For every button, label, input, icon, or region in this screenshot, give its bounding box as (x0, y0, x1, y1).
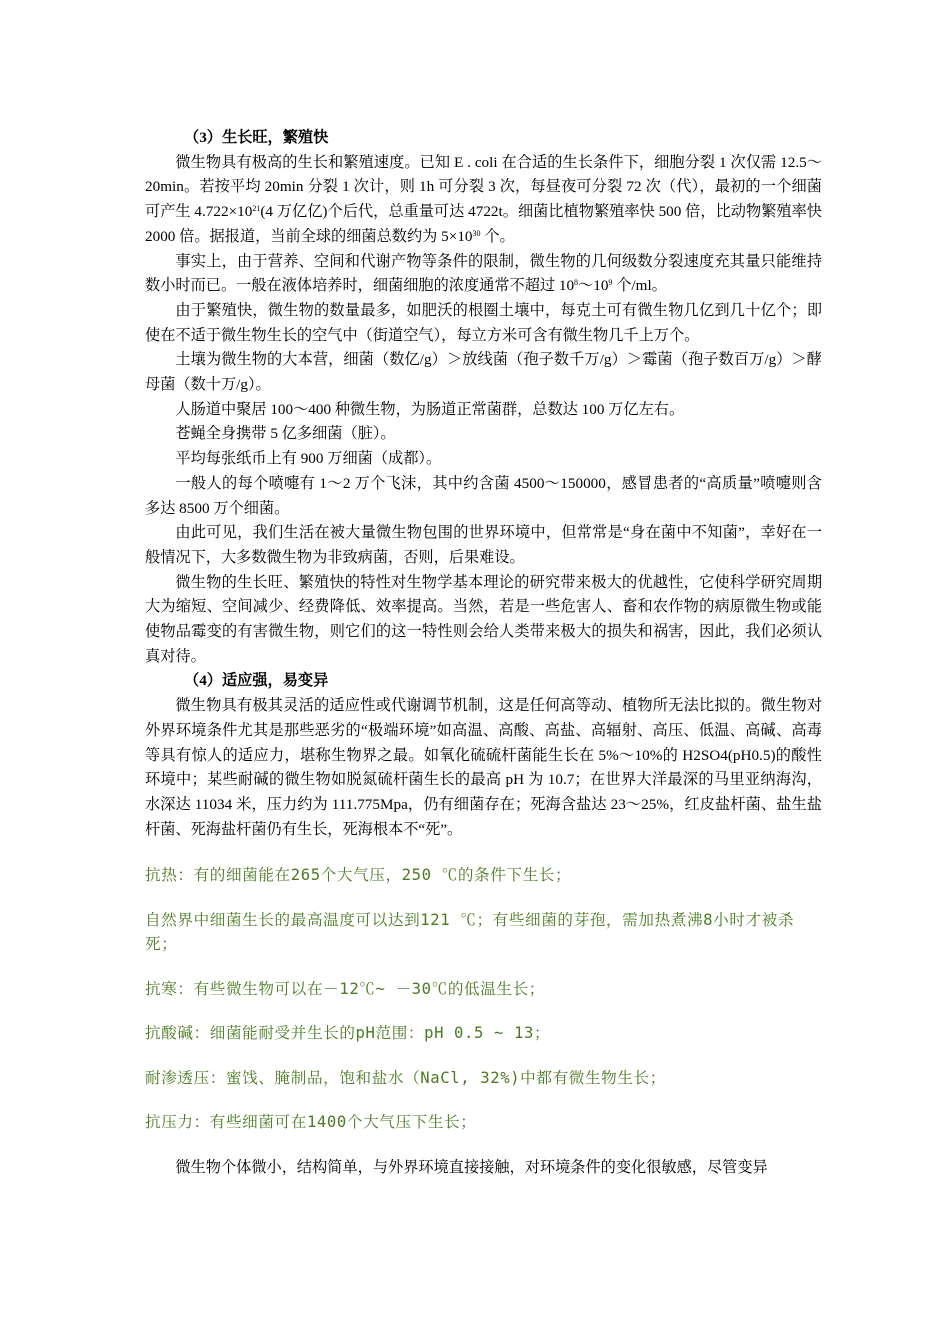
paragraph-advantages: 微生物的生长旺、繁殖快的特性对生物学基本理论的研究带来极大的优越性，它使科学研究周期大为缩短、空间减少、经费降低、效率提高。当然，若是一些危害人、畜和农作物的病原微生物或能使物品霉变的有害微生物，则它们的这一特性则会给人类带来极大的损失和祸害，因此，我们必须认真对待。 (145, 573, 822, 665)
paragraph-growth-limits (145, 250, 822, 299)
text-run: ～10 (578, 277, 609, 295)
superscript: 9 (608, 278, 613, 288)
green-line-heat: 抗热：有的细菌能在265个大气压，250 ℃的条件下生长； (145, 866, 572, 885)
text-run: 微生物具有极高的生长和繁殖速度。已知 E . coli 在合适的生长条件下，细胞分裂 1 次仅需 12.5～20min。若按平均 20min 分裂 1 次计，则 1h 可分裂 3 次，每昼夜可分裂 72 次（代），最初的一个细菌可产生 4.722×10 (145, 153, 822, 221)
paragraph-abundance: 由于繁殖快，微生物的数量最多，如肥沃的根圈土壤中，每克土可有微生物几亿到几十亿个；即使在不适于微生物生长的空气中（街道空气），每立方米可含有微生物几千上万个。 (145, 301, 822, 344)
superscript: 30 (472, 228, 481, 238)
paragraph-soil: 土壤为微生物的大本营，细菌（数亿/g）＞放线菌（孢子数千万/g）＞霉菌（孢子数百万/g）＞酵母菌（数十万/g）。 (145, 351, 822, 394)
paragraph-intestine: 人肠道中聚居 100～400 种微生物，为肠道正常菌群，总数达 100 万亿左右。 (175, 400, 685, 418)
paragraph-banknotes: 平均每张纸币上有 900 万细菌（成都）。 (175, 450, 442, 468)
section-3-heading: （3）生长旺，繁殖快 (184, 129, 329, 146)
section-4-heading: （4）适应强，易变异 (184, 672, 329, 690)
paragraph-conclusion: 由此可见，我们生活在被大量微生物包围的世界环境中，但常常是“身在菌中不知菌”，幸好在一般情况下，大多数微生物为非致病菌，否则，后果难设。 (145, 524, 822, 566)
document-body (145, 126, 822, 1181)
paragraph-flies: 苍蝇全身携带 5 亿多细菌（脏）。 (175, 425, 396, 443)
text-run: 个。 (480, 227, 515, 245)
text-run: 事实上，由于营养、空间和代谢产物等条件的限制，微生物的几何级数分裂速度充其量只能维持数小时而已。一般在液体培养时，细菌细胞的浓度通常不超过 10 (145, 252, 822, 295)
paragraph-sneeze: 一般人的每个喷嚏有 1～2 万个飞沫，其中约含菌 4500～150000，感冒患者的“高质量”喷嚏则含多达 8500 万个细菌。 (145, 474, 822, 517)
paragraph-growth-rate (145, 151, 822, 250)
green-line-ph: 抗酸碱：细菌能耐受并生长的pH范围：pH 0.5 ~ 13； (145, 1024, 551, 1043)
green-line-cold: 抗寒：有些微生物可以在－12℃~ －30℃的低温生长； (145, 979, 545, 998)
superscript: 8 (574, 278, 579, 288)
superscript: 21 (252, 204, 261, 214)
paragraph-final: 微生物个体微小，结构简单，与外界环境直接接触，对环境条件的变化很敏感，尽管变异 (175, 1158, 768, 1176)
text-run: (4 万亿亿)个后代，总重量可达 4722t。细菌比植物繁殖率快 500 倍，比动物繁殖率快 2000 倍。据报道，当前全球的细菌总数约为 5×10 (145, 203, 822, 245)
green-line-osmotic: 耐渗透压：蜜饯、腌制品，饱和盐水（NaCl, 32%)中都有微生物生长； (145, 1068, 666, 1087)
text-run: 个/ml。 (612, 277, 667, 295)
green-line-max-temp: 自然界中细菌生长的最高温度可以达到121 ℃；有些细菌的芽孢，需加热煮沸8小时才被杀死； (145, 910, 795, 954)
green-line-pressure: 抗压力：有些细菌可在1400个大气压下生长； (145, 1113, 477, 1132)
paragraph-adaptability: 微生物具有极其灵活的适应性或代谢调节机制，这是任何高等动、植物所无法比拟的。微生物对外界环境条件尤其是那些恶劣的“极端环境”如高温、高酸、高盐、高辐射、高压、低温、高碱、高毒等具有惊人的适应力，堪称生物界之最。如氧化硫硫杆菌能生长在 5%～10%的 H2SO4(pH0.5)的酸性环境中；某些耐碱的微生物如脱氮硫杆菌生长的最高 pH 为 10.7；在世界大洋最深的马里亚纳海沟，水深达 11034 米，压力约为 111.775Mpa，仍有细菌存在；死海含盐达 23～25%，红皮盐杆菌、盐生盐杆菌、死海盐杆菌仍有生长，死海根本不“死”。 (145, 697, 822, 838)
